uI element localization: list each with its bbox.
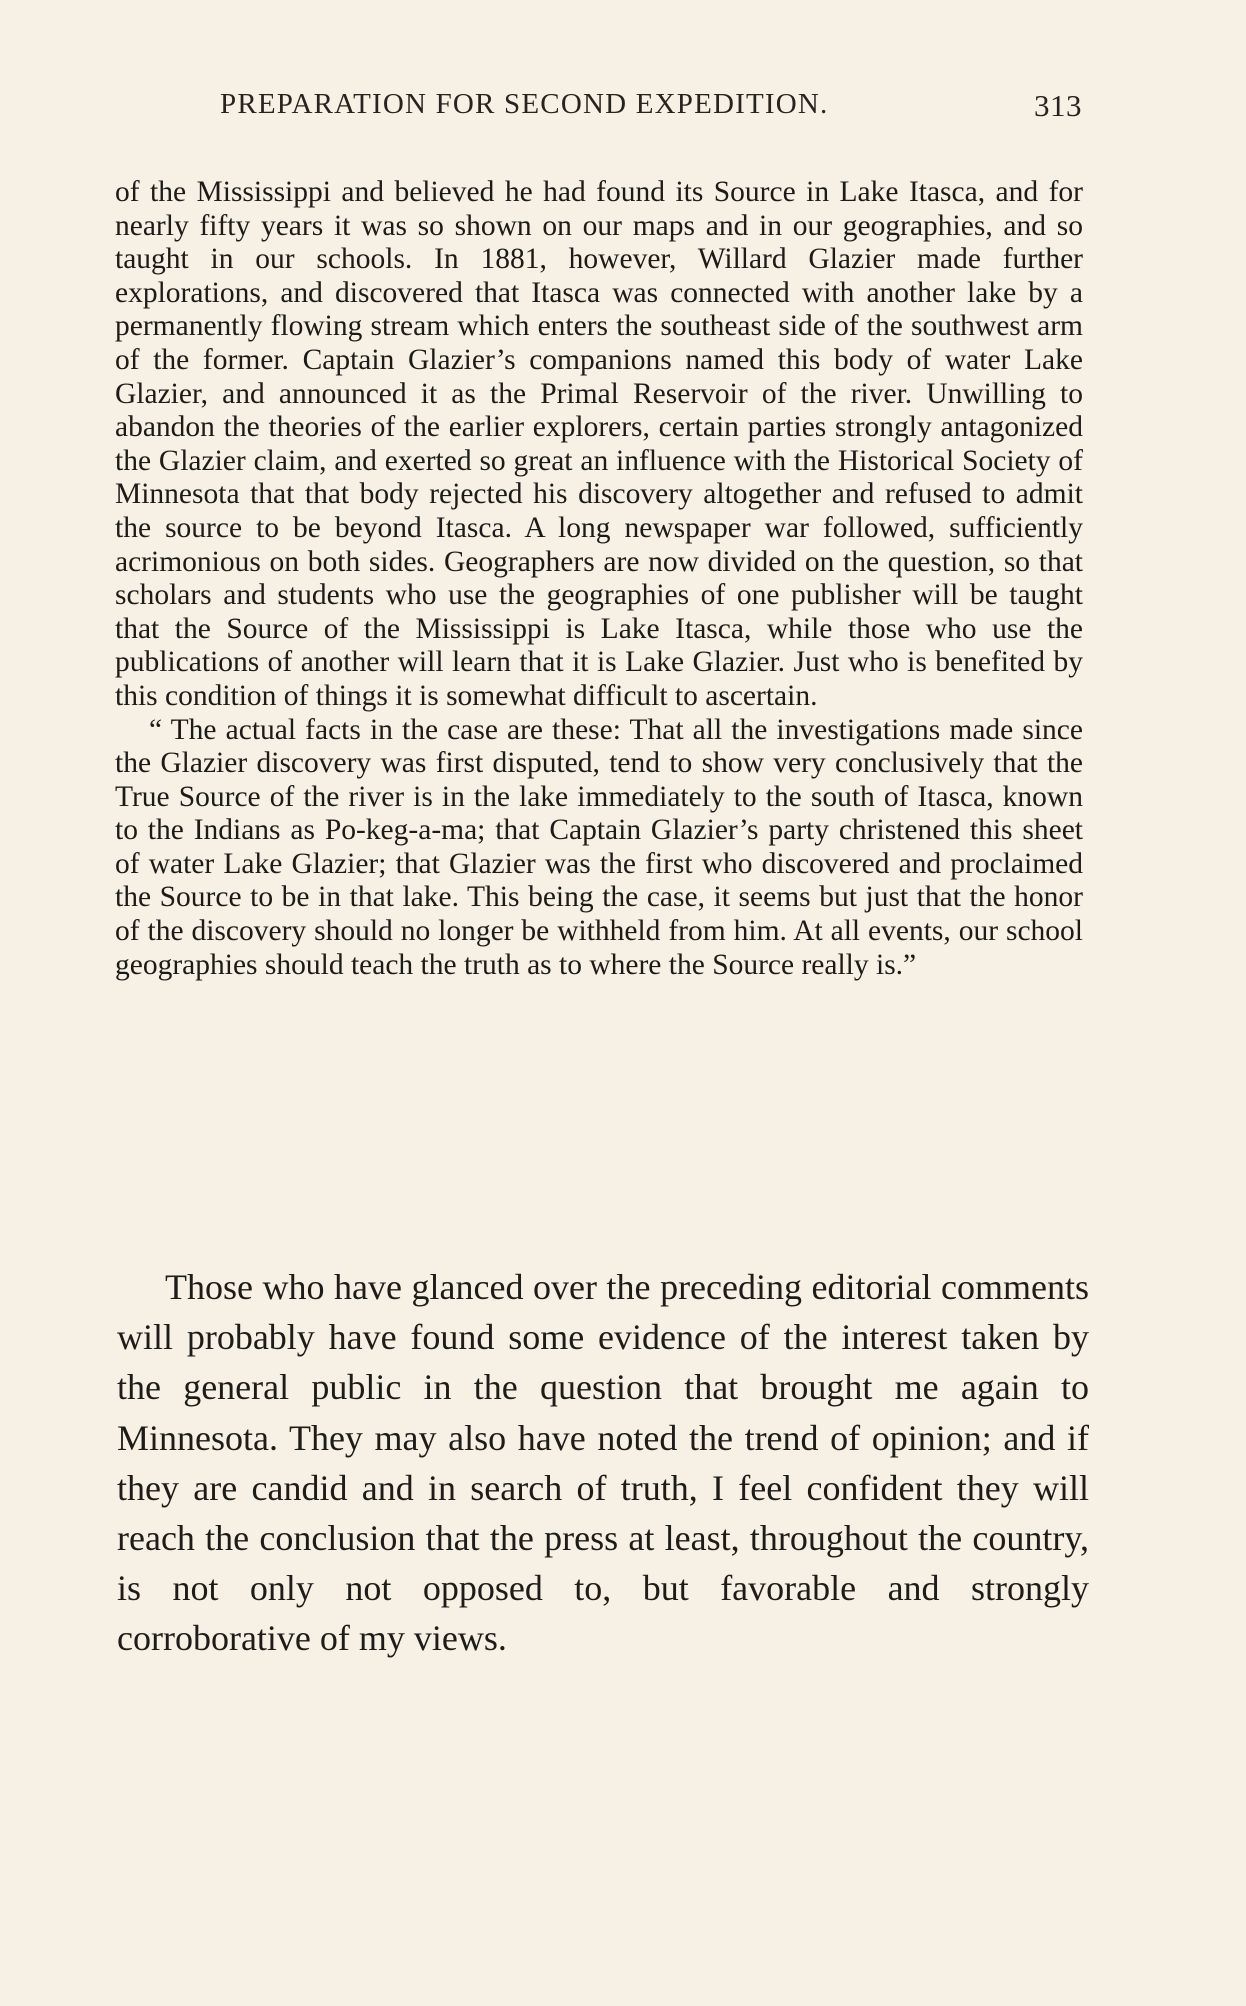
running-head: PREPARATION FOR SECOND EXPEDITION. [220, 88, 829, 120]
quoted-editorial [115, 176, 1083, 982]
page-header [220, 88, 1082, 132]
page-number: 313 [1034, 88, 1082, 123]
quote-paragraph: “ The actual facts in the case are these: That all the investigations made since the Glazier discovery was first disputed, tend to show very conclusively that the True Source of the river is in the lake immediately to the south of Itasca, known to the Indians as Po-keg-a-ma; that Captain Glazier’s party christened this sheet of water Lake Glazier; that Glazier was the first who discovered and proclaimed the Source to be in that lake. This being the case, it seems but just that the honor of the discovery should no longer be withheld from him. At all events, our school geographies should teach the truth as to where the Source really is.” [115, 713, 1083, 981]
body-paragraph: Those who have glanced over the preceding editorial comments will probably have found some evidence of the interest taken by the general public in the question that brought me again to Minnesota. They may also have noted the trend of opinion; and if they are candid and in search of truth, I feel confident they will reach the conclusion that the press at least, throughout the country, is not only not opposed to, but favorable and strongly corroborative of my views. [117, 1267, 1089, 1659]
quote-paragraph: of the Mississippi and believed he had found its Source in Lake Itasca, and for nearly fifty years it was so shown on our maps and in our geographies, and so taught in our schools. In 1881, however, Willard Glazier made further explorations, and discovered that Itasca was connected with another lake by a permanently flowing stream which enters the southeast side of the southwest arm of the former. Captain Glazier’s companions named this body of water Lake Glazier, and announced it as the Primal Reservoir of the river. Unwilling to abandon the theories of the earlier explorers, certain parties strongly antagonized the Glazier claim, and exerted so great an influence with the Historical Society of Minnesota that that body rejected his discovery altogether and refused to admit the source to be beyond Itasca. A long newspaper war followed, sufficiently acrimonious on both sides. Geographers are now divided on the question, so that scholars and students who use the geographies of one publisher will be taught that the Source of the Mississippi is Lake Itasca, while those who use the publications of another will learn that it is Lake Glazier. Just who is benefited by this condition of things it is somewhat difficult to ascertain. [115, 176, 1083, 712]
